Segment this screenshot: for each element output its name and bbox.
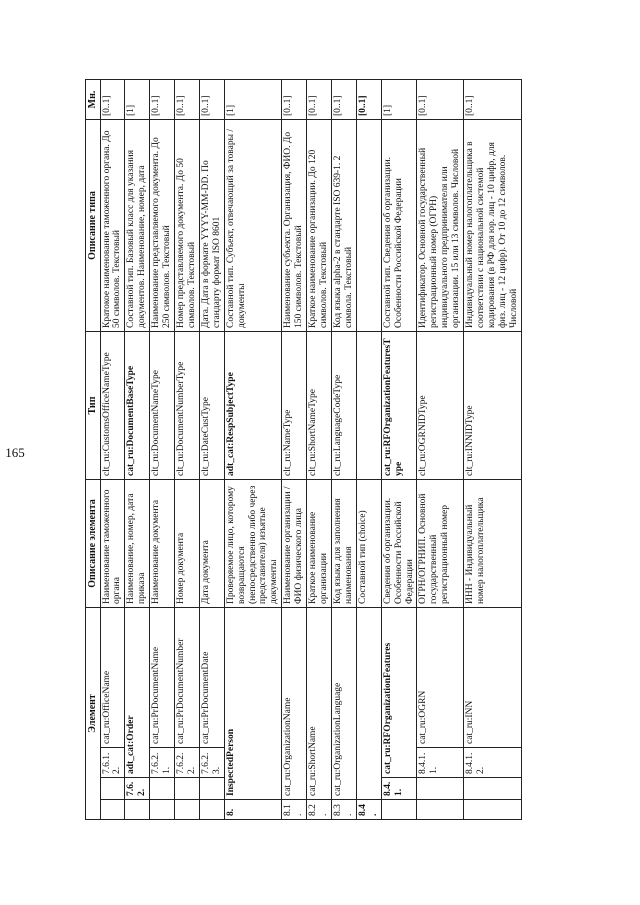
element-type: clt_ru:ShortNameType: [307, 332, 332, 480]
type-description: Наименование представляемого документа. До 250 символов. Текстовый: [150, 120, 175, 332]
multiplicity: [1]: [224, 80, 282, 120]
element-description: Сведения об организации. Особенности Российской Федерации: [381, 480, 417, 608]
type-description: Наименование субъекта. Организация, ФИО. До 150 символов. Текстовый: [282, 120, 307, 332]
element-description: Номер документа: [175, 480, 200, 608]
row-number: 8.2.: [307, 800, 332, 820]
table-row: [100, 80, 125, 820]
multiplicity: [0..1]: [356, 80, 381, 120]
row-number: 8.1.: [282, 800, 307, 820]
element-type: clt_ru:INNIDType: [464, 332, 522, 480]
table-row: [199, 80, 224, 820]
type-description: Индивидуальный номер налогоплательщика в соответствии с национальной системой кодирования (в РФ для юр. лиц - 10 цифр, для физ. лиц - 12 цифр). От 10 до 12 символов. Числовой: [464, 120, 522, 332]
table-row: [356, 80, 381, 820]
table-row: [332, 80, 357, 820]
multiplicity: [0..1]: [282, 80, 307, 120]
element-name: cat_ru:OGRN: [417, 608, 464, 748]
table-row: [125, 80, 150, 820]
element-type: clt_ru:NameType: [282, 332, 307, 480]
table-row: [224, 80, 282, 820]
type-description: Кратокое наименование таможенного органа. До 50 символов. Текстовый: [100, 120, 125, 332]
multiplicity: [0..1]: [150, 80, 175, 120]
element-type: clt_ru:DocumentNumberType: [175, 332, 200, 480]
type-description: Дата. Дата в формате YYYY-MM-DD. По стандарту формат ISO 8601: [199, 120, 224, 332]
table-row: [282, 80, 307, 820]
type-description: Идентификатор. Основной государственный регистрационный номер (ОГРН) индивидуального предпринимателя или организации. 15 или 13 символов. Числовой: [417, 120, 464, 332]
multiplicity: [0..1]: [464, 80, 522, 120]
row-number: 8.4.: [356, 800, 381, 820]
type-description: Составной тип. Сведения об организации. Особенности Российской Федерации: [381, 120, 417, 332]
multiplicity: [1]: [125, 80, 150, 120]
table-row: [464, 80, 522, 820]
multiplicity: [0..1]: [307, 80, 332, 120]
element-description: Код языка для заполнения наименования: [332, 480, 357, 608]
type-description: Составной тип. Базовый класс для указания документов. Наименование, номер, дата: [125, 120, 150, 332]
header-multiplicity: Мн.: [86, 80, 101, 120]
element-name: cat_ru:PrDocumentName: [150, 608, 175, 748]
table-row: [307, 80, 332, 820]
type-description: Номер представляемого документа. До 50 символов. Текстовый: [175, 120, 200, 332]
multiplicity: [1]: [381, 80, 417, 120]
element-description: ОГРН/ОГРНИП. Основной государственный регистрационный номер: [417, 480, 464, 608]
row-number: 7.6.1.2.: [100, 748, 125, 778]
header-description: Описание элемента: [86, 480, 101, 608]
row-number: 7.6.2.: [125, 778, 150, 800]
element-name: cat_ru:RFOrganizationFeatures: [381, 608, 417, 778]
type-description: Составной тип. Субъект, отвечающий за товары / документы: [224, 120, 282, 332]
row-number: 8.4.1.1.: [417, 748, 464, 778]
element-type: clt_ru:OGRNIDType: [417, 332, 464, 480]
multiplicity: [0..1]: [417, 80, 464, 120]
element-name: cat_ru:OrganizationLanguage: [332, 608, 357, 800]
element-name: cat_ru:OfficeName: [100, 608, 125, 748]
element-name: adt_cat:Order: [125, 608, 150, 778]
element-description: Наименование, номер, дата приказа: [125, 480, 150, 608]
multiplicity: [0..1]: [175, 80, 200, 120]
header-type: Тип: [86, 332, 101, 480]
type-description: Краткое наименование организации. До 120 символов. Текстовый: [307, 120, 332, 332]
row-number: 8.: [224, 800, 282, 820]
row-number: 7.6.2.2.: [175, 748, 200, 778]
table-row: [381, 80, 417, 820]
multiplicity: [0..1]: [332, 80, 357, 120]
element-name: cat_ru:OrganizationName: [282, 608, 307, 800]
table-row: [175, 80, 200, 820]
element-name: InspectedPerson: [224, 608, 282, 800]
element-type: cat_ru:RFOrganizationFeaturesType: [381, 332, 417, 480]
row-number: 7.6.2.1.: [150, 748, 175, 778]
element-description: Составной тип (choice): [356, 480, 381, 608]
row-number: 7.6.2.3.: [199, 748, 224, 778]
element-type: clt_ru:LanguageCodeType: [332, 332, 357, 480]
element-type: clt_ru:CustomsOfficeNameType: [100, 332, 125, 480]
element-description: Наименование документа: [150, 480, 175, 608]
table-row: [150, 80, 175, 820]
table-header-row: [86, 80, 101, 820]
element-description: Дата документа: [199, 480, 224, 608]
rotated-table-wrapper: [85, 80, 519, 820]
element-description: Наименование таможенного органа: [100, 480, 125, 608]
element-type: clt_ru:DocumentNameType: [150, 332, 175, 480]
element-type: clt_ru:DateCustType: [199, 332, 224, 480]
element-description: Краткое наименование организации: [307, 480, 332, 608]
header-element: Элемент: [86, 608, 101, 820]
type-description: [356, 120, 381, 332]
multiplicity: [0..1]: [100, 80, 125, 120]
elements-table: [85, 79, 522, 820]
element-name: [356, 608, 381, 800]
element-name: cat_ru:INN: [464, 608, 522, 748]
type-description: Код языка alpha-2 в стандарте ISO 639-1. 2 символа. Текстовый: [332, 120, 357, 332]
element-type: [356, 332, 381, 480]
row-number: 8.4.1.2.: [464, 748, 522, 778]
element-name: cat_ru:PrDocumentNumber: [175, 608, 200, 748]
element-name: cat_ru:PrDocumentDate: [199, 608, 224, 748]
row-number: 8.4.1.: [381, 778, 417, 800]
element-description: Проверяемое лицо, которому возвращаются (непосредственно либо через представителя) изъятые документы: [224, 480, 282, 608]
row-number: 8.3.: [332, 800, 357, 820]
element-name: cat_ru:ShortName: [307, 608, 332, 800]
element-description: ИНН - Индивидуальный номер налогоплательщика: [464, 480, 522, 608]
table-row: [417, 80, 464, 820]
page-number: 165: [5, 445, 25, 460]
header-type-description: Описание типа: [86, 120, 101, 332]
element-type: adt_cat:RespSubjectType: [224, 332, 282, 480]
element-description: Наименование организации / ФИО физического лица: [282, 480, 307, 608]
element-type: cat_ru:DocumentBaseType: [125, 332, 150, 480]
multiplicity: [0..1]: [199, 80, 224, 120]
